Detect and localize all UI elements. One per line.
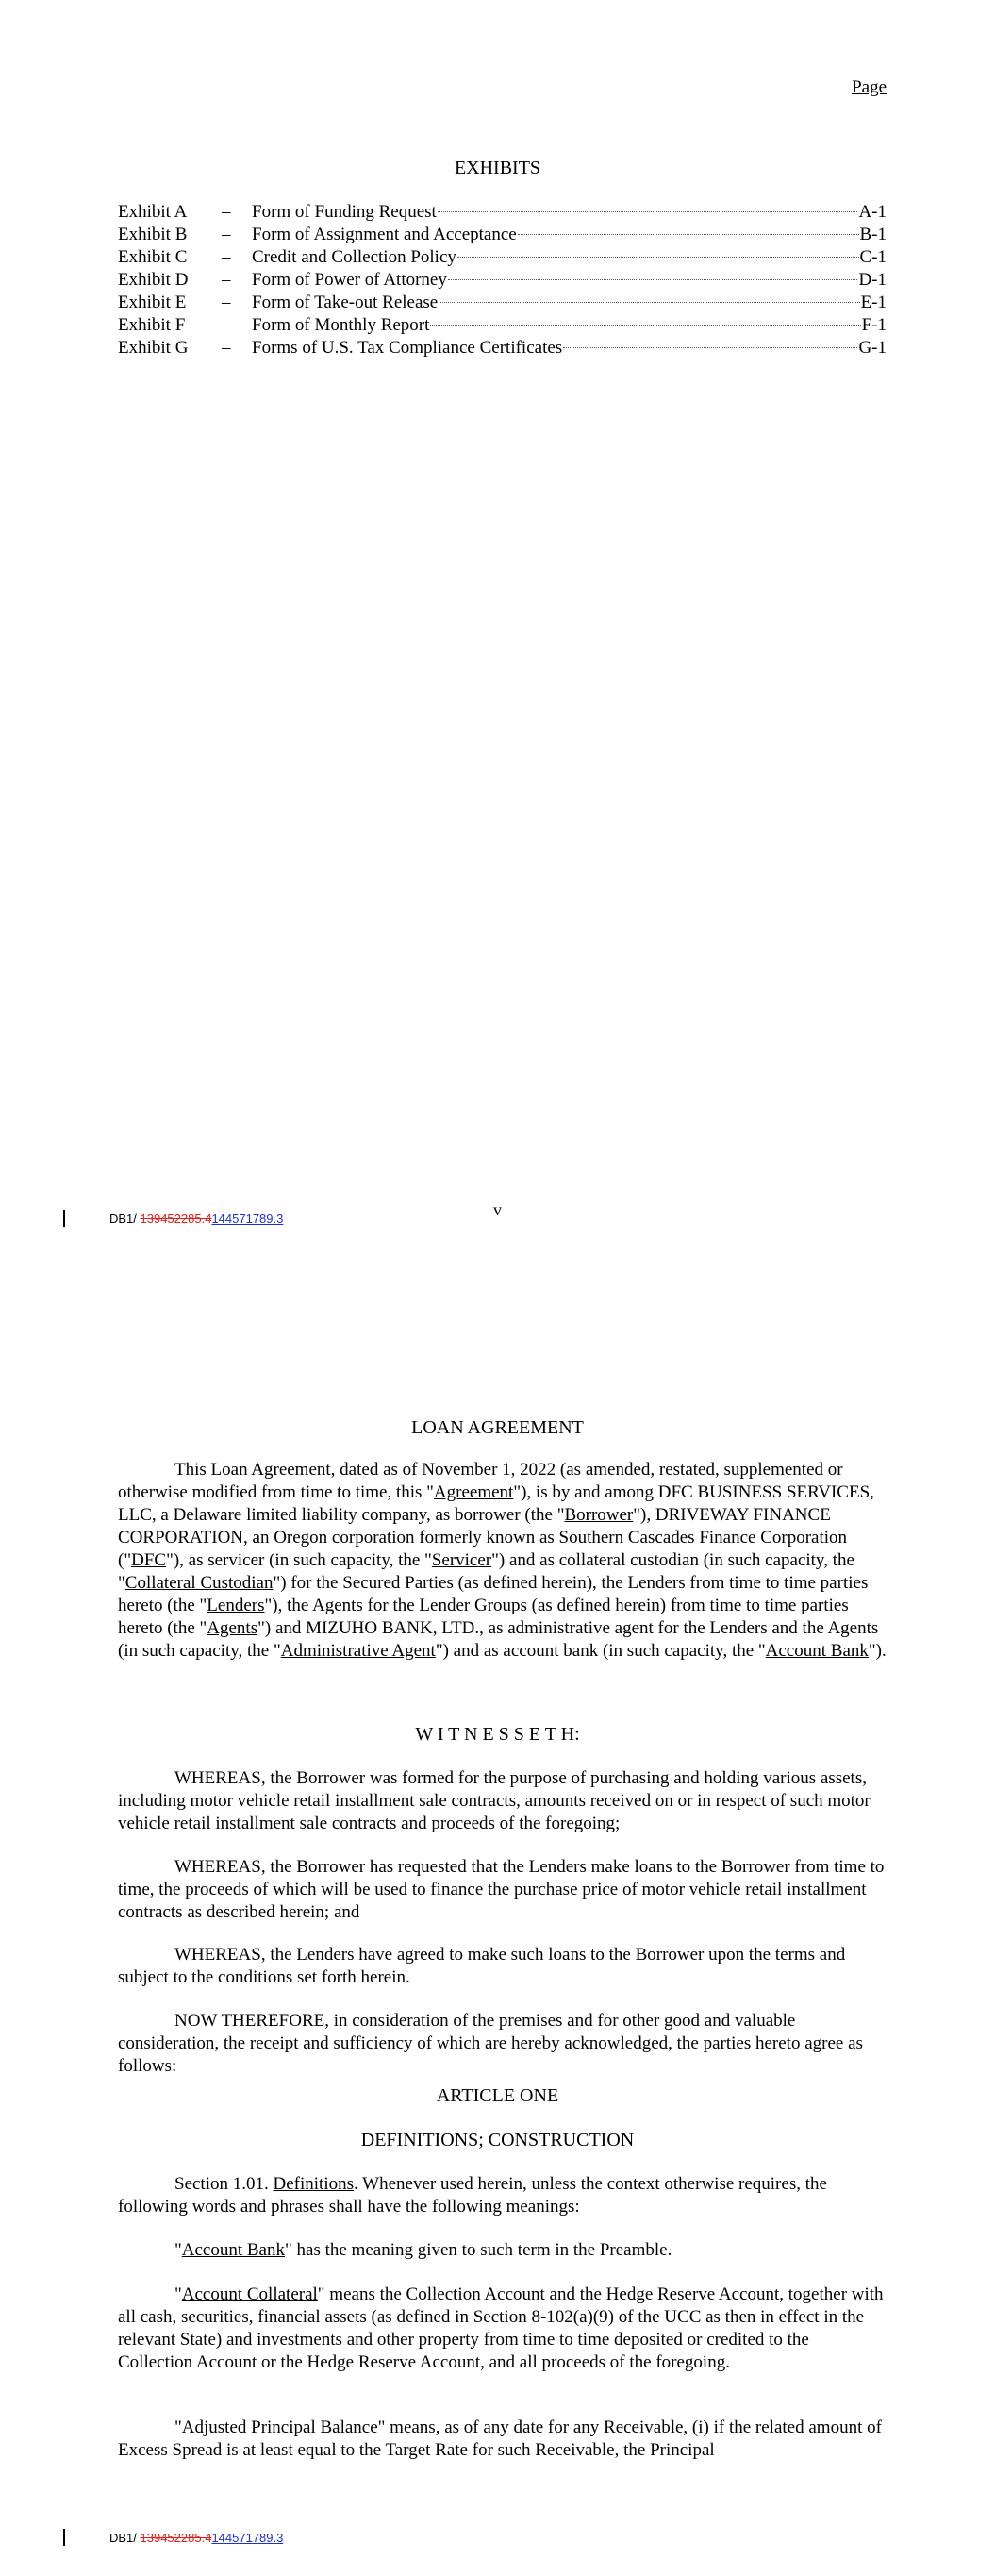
preamble-text: "), as servicer (in such capacity, the " [166,1550,432,1570]
whereas-paragraph: WHEREAS, the Borrower has requested that the Lenders make loans to the Borrower from time to time, the proceeds of which will be used to finance the purchase price of motor vehicle retail installment contracts as described herein; and [118,1857,885,1922]
exhibit-row-b [118,224,887,246]
dot-leader [439,302,859,303]
section-text: . Whenever used herein, unless the context otherwise requires, the following words and phrases shall have the following meanings: [118,2174,827,2216]
whereas-3 [118,1944,887,1989]
exhibit-dash: – [222,338,231,358]
dot-leader [563,347,857,348]
exhibit-id: Exhibit D [118,270,189,290]
dot-leader [430,325,860,326]
exhibit-row-a [118,201,887,224]
whereas-1 [118,1767,887,1835]
preamble-text: This Loan Agreement, dated as of November 1, 2022 (as amended, restated, supplemented or otherwise modified from time to time, this " [118,1460,843,1502]
defined-term: Account Bank [765,1641,869,1661]
whereas-2 [118,1856,887,1924]
preamble-text: ") and as collateral custodian (in such capacity, the " [118,1550,854,1593]
now-therefore [118,2010,887,2078]
exhibit-title: Forms of U.S. Tax Compliance Certificates [252,338,563,358]
exhibit-row-d [118,269,887,292]
preamble [118,1459,887,1663]
defined-term: Administrative Agent [280,1641,436,1661]
exhibit-dash: – [222,315,231,335]
exhibit-page: E-1 [860,293,887,312]
footer-prefix: DB1/ [109,2531,141,2545]
defined-term: Account Collateral [181,2284,318,2304]
definition-text: " means the Collection Account and the Hedge Reserve Account, together with all cash, securities, financial assets (as defined in Section 8-102(a)(9) of the UCC as then in effect in the relevant State) and investments and other property from time to time deposited or credited to the Collection Account or the Hedge Reserve Account, and all proceeds of the foregoing. [118,2284,884,2372]
footer-prefix: DB1/ [109,1212,141,1226]
footer-inserted-id: 144571789.3 [211,2531,284,2545]
page-column-label: Page [852,77,887,97]
article-title: DEFINITIONS; CONSTRUCTION [360,2130,635,2150]
exhibit-id: Exhibit C [118,247,188,267]
defined-term: Account Bank [181,2240,285,2260]
defined-term: DFC [131,1550,167,1570]
definition-text: " means, as of any date for any Receivable, (i) if the related amount of Excess Spread is at least equal to the Target Rate for such Receivable, the Principal [118,2417,882,2460]
defined-term: Servicer [431,1550,492,1570]
exhibit-dash: – [222,270,231,290]
defined-term: Agreement [433,1482,514,1502]
section-number: Section 1.01. [174,2174,274,2194]
preamble-text: ") and as account bank (in such capacity, the " [435,1641,766,1661]
exhibit-row-e [118,292,887,314]
exhibit-id: Exhibit G [118,338,189,358]
preamble-text: ") and MIZUHO BANK, LTD., as administrative agent for the Lenders and the Agents (in such capacity, the " [118,1618,879,1661]
exhibit-page: G-1 [858,338,887,358]
definition-account-collateral: "Account Collateral" means the Collection Account and the Hedge Reserve Account, together with all cash, securities, financial assets (as defined in Section 8-102(a)(9) of the UCC as then in effect in the relevant State) and investments and other property from time to time deposited or credited to the Collection Account or the Hedge Reserve Account, and all proceeds of the foregoing. [118,2284,884,2372]
dot-leader [448,279,858,280]
exhibit-page: D-1 [858,270,887,290]
preamble-text: "), the Agents for the Lender Groups (as defined herein) from time to time parties hereto (the " [118,1596,849,1638]
section-paragraph [118,2173,887,2218]
preamble-paragraph [118,1459,887,1663]
footer-deleted-id: 139452285.4 [140,2531,212,2545]
exhibit-page: F-1 [861,315,887,335]
exhibit-page: C-1 [859,247,887,267]
exhibit-id: Exhibit E [118,293,187,312]
exhibit-title: Form of Power of Attorney [252,270,447,290]
definition-account-bank: "Account Bank" has the meaning given to such term in the Preamble. [174,2240,672,2260]
exhibit-title: Credit and Collection Policy [252,247,456,267]
preamble-text: "), is by and among DFC BUSINESS SERVICES, LLC, a Delaware limited liability company, as borrower (the " [118,1482,874,1525]
footer-deleted-id: 139452285.4 [140,1212,212,1226]
exhibit-title: Form of Assignment and Acceptance [252,225,517,244]
dot-leader [518,234,859,235]
section-heading: Definitions [273,2174,354,2194]
doc-id-footer [109,1212,283,1226]
defined-term: Adjusted Principal Balance [181,2417,378,2437]
page-number: v [493,1200,502,1219]
footer-inserted-id: 144571789.3 [211,1212,284,1226]
change-bar [63,2529,65,2546]
doc-id-footer [109,2531,283,2545]
exhibit-id: Exhibit A [118,202,188,222]
defined-term: Lenders [207,1596,265,1615]
whereas-paragraph: WHEREAS, the Borrower was formed for the purpose of purchasing and holding various assets, including motor vehicle retail installment sale contracts, amounts received on or in respect of such motor vehicle retail installment sale contracts and proceeds of the foregoing; [118,1768,871,1833]
exhibit-id: Exhibit F [118,315,186,335]
exhibit-row-c [118,246,887,269]
change-bar [63,1210,65,1227]
dot-leader [457,257,859,258]
now-therefore-paragraph: NOW THEREFORE, in consideration of the premises and for other good and valuable consideration, the receipt and sufficiency of which are hereby acknowledged, the parties hereto agree as follows: [118,2011,863,2076]
exhibit-dash: – [222,247,231,267]
defined-term: Borrower [564,1505,634,1525]
definition-text: " has the meaning given to such term in the Preamble. [285,2240,672,2260]
defined-term: Agents [207,1618,258,1638]
exhibits-heading: EXHIBITS [454,158,541,178]
exhibit-dash: – [222,225,231,244]
exhibit-title: Form of Monthly Report [252,315,430,335]
exhibit-title: Form of Funding Request [252,202,437,222]
dot-leader [438,211,858,212]
exhibit-row-g [118,337,887,360]
defined-term: Collateral Custodian [124,1573,274,1593]
exhibit-dash: – [222,202,231,222]
exhibit-id: Exhibit B [118,225,188,244]
document-title: LOAN AGREEMENT [411,1417,584,1438]
whereas-paragraph: WHEREAS, the Lenders have agreed to make such loans to the Borrower upon the terms and subject to the conditions set forth herein. [118,1945,846,1987]
article-heading: ARTICLE ONE [436,2085,559,2106]
section-1-01 [118,2173,887,2218]
preamble-text: ") for the Secured Parties (as defined herein), the Lenders from time to time parties hereto (the " [118,1573,869,1615]
exhibit-title: Form of Take-out Release [252,293,439,312]
preamble-text: "), DRIVEWAY FINANCE CORPORATION, an Oregon corporation formerly known as Southern Cascades Finance Corporation (" [118,1505,848,1570]
exhibit-list [118,201,887,360]
preamble-text: "). [868,1641,887,1661]
witnesseth-heading: W I T N E S S E T H: [415,1724,580,1745]
definition-adjusted-principal-balance: "Adjusted Principal Balance" means, as of any date for any Receivable, (i) if the related amount of Excess Spread is at least equal to the Target Rate for such Receivable, the Principal [118,2417,882,2460]
exhibit-row-f [118,314,887,337]
exhibit-page: A-1 [858,202,887,222]
exhibit-page: B-1 [859,225,887,244]
exhibit-dash: – [222,293,231,312]
